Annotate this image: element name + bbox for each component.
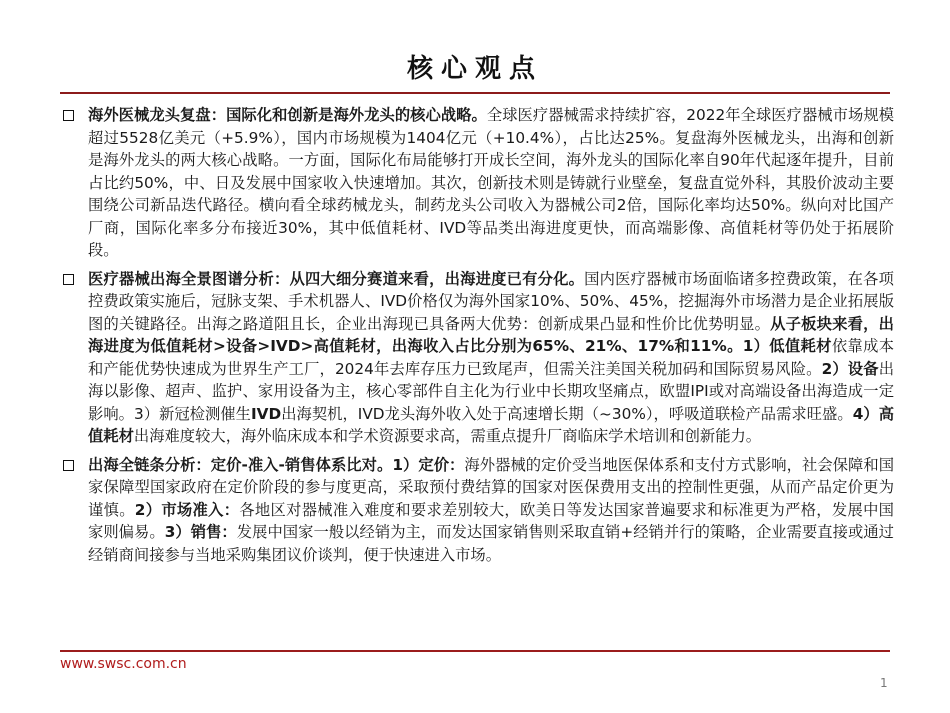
bullet-text [88,270,894,446]
square-bullet-icon [63,110,74,121]
bullet-full-chain-analysis [62,454,894,567]
bullet-segment: 出海以影像、超声、监护、家用设备为主，核心零部件自主化为行业中长期攻坚痛点，欧盟IPI或对高端设备出海造成一定影响。3）新冠检测催生 [88,359,894,423]
bullet-text [88,106,894,259]
bullet-segment: 海外器械的定价受当地医保体系和支付方式影响，社会保障和国家保障型国家政府在定价阶段的参与度更高，采取预付费结算的国家对医保费用支出的控制性更强，从而产品定价更为谨慎。 [88,455,894,519]
bullet-segment: 医疗器械出海全景图谱分析：从四大细分赛道来看，出海进度已有分化。 [88,269,585,288]
title-divider [60,92,890,94]
bullet-segment: 出海难度较大，海外临床成本和学术资源要求高，需重点提升厂商临床学术培训和创新能力。 [133,427,762,445]
bullet-segment: 各地区对器械准入难度和要求差别较大，欧美日等发达国家普遍要求和标准更为严格，发展中国家则偏易。 [88,500,894,541]
bullet-segment: 3）销售： [164,523,237,541]
key-points-list [62,104,894,572]
bullet-panorama-analysis [62,268,894,448]
bullet-text [88,456,894,564]
bullet-segment: 出海契机，IVD龙头海外收入处于高速增长期（~30%），呼吸道联检产品需求旺盛。 [281,404,853,423]
footer-divider [60,650,890,652]
square-bullet-icon [63,460,74,471]
bullet-segment: 依靠成本和产能优势快速成为世界生产工厂，2024年去库存压力已致尾声，但需关注美国关税加码和国际贸易风险。 [88,337,894,378]
page-number: 1 [880,676,888,690]
bullet-segment: 2）设备 [821,359,879,378]
page-title: 核心观点 [406,54,543,84]
bullet-segment: IVD [250,404,282,423]
bullet-segment: 发展中国家一般以经销为主，而发达国家销售则采取直销+经销并行的策略，企业需要直接或通过经销商间接参与当地采购集团议价谈判，便于快速进入市场。 [88,523,894,564]
footer-website-url[interactable]: www.swsc.com.cn [60,656,187,672]
bullet-segment: 4）高值耗材 [88,404,894,445]
bullet-segment: 出海全链条分析：定价-准入-销售体系比对。1）定价： [88,455,465,474]
bullet-segment: 全球医疗器械需求持续扩容，2022年全球医疗器械市场规模超过5528亿美元（+5.9%），国内市场规模为1404亿元（+10.4%），占比达25%。复盘海外医械龙头，出海和创新是海外龙头的两大核心战略。一方面，国际化布局能够打开成长空间，海外龙头的国际化率自90年代起逐年提升，目前占比约50%，中、日及发展中国家收入快速增加。其次，创新技术则是铸就行业壁垒，复盘直觉外科，其股价波动主要围绕公司新品迭代路径。横向看全球药械龙头，制药龙头公司收入为器械公司2倍，国际化率均达50%。纵向对比国产厂商，国际化率多分布接近30%，其中低值耗材、IVD等品类出海进度更快，而高端影像、高值耗材等仍处于拓展阶段。 [88,106,894,259]
bullet-segment: 国内医疗器械市场面临诸多控费政策，在各项控费政策实施后，冠脉支架、手术机器人、IVD价格仅为海外国家10%、50%、45%，挖掘海外市场潜力是企业拓展版图的关键路径。出海之路道阻且长，企业出海现已具备两大优势：创新成果凸显和性价比优势明显。 [88,269,894,333]
square-bullet-icon [63,274,74,285]
bullet-overseas-leaders [62,104,894,262]
bullet-segment: 2）市场准入： [134,500,240,519]
bullet-segment: 海外医械龙头复盘：国际化和创新是海外龙头的核心战略。 [88,106,487,124]
bullet-segment: 从子板块来看，出海进度为低值耗材>设备>IVD>高值耗材，出海收入占比分别为65%、21%、17%和11%。1）低值耗材 [88,314,894,355]
